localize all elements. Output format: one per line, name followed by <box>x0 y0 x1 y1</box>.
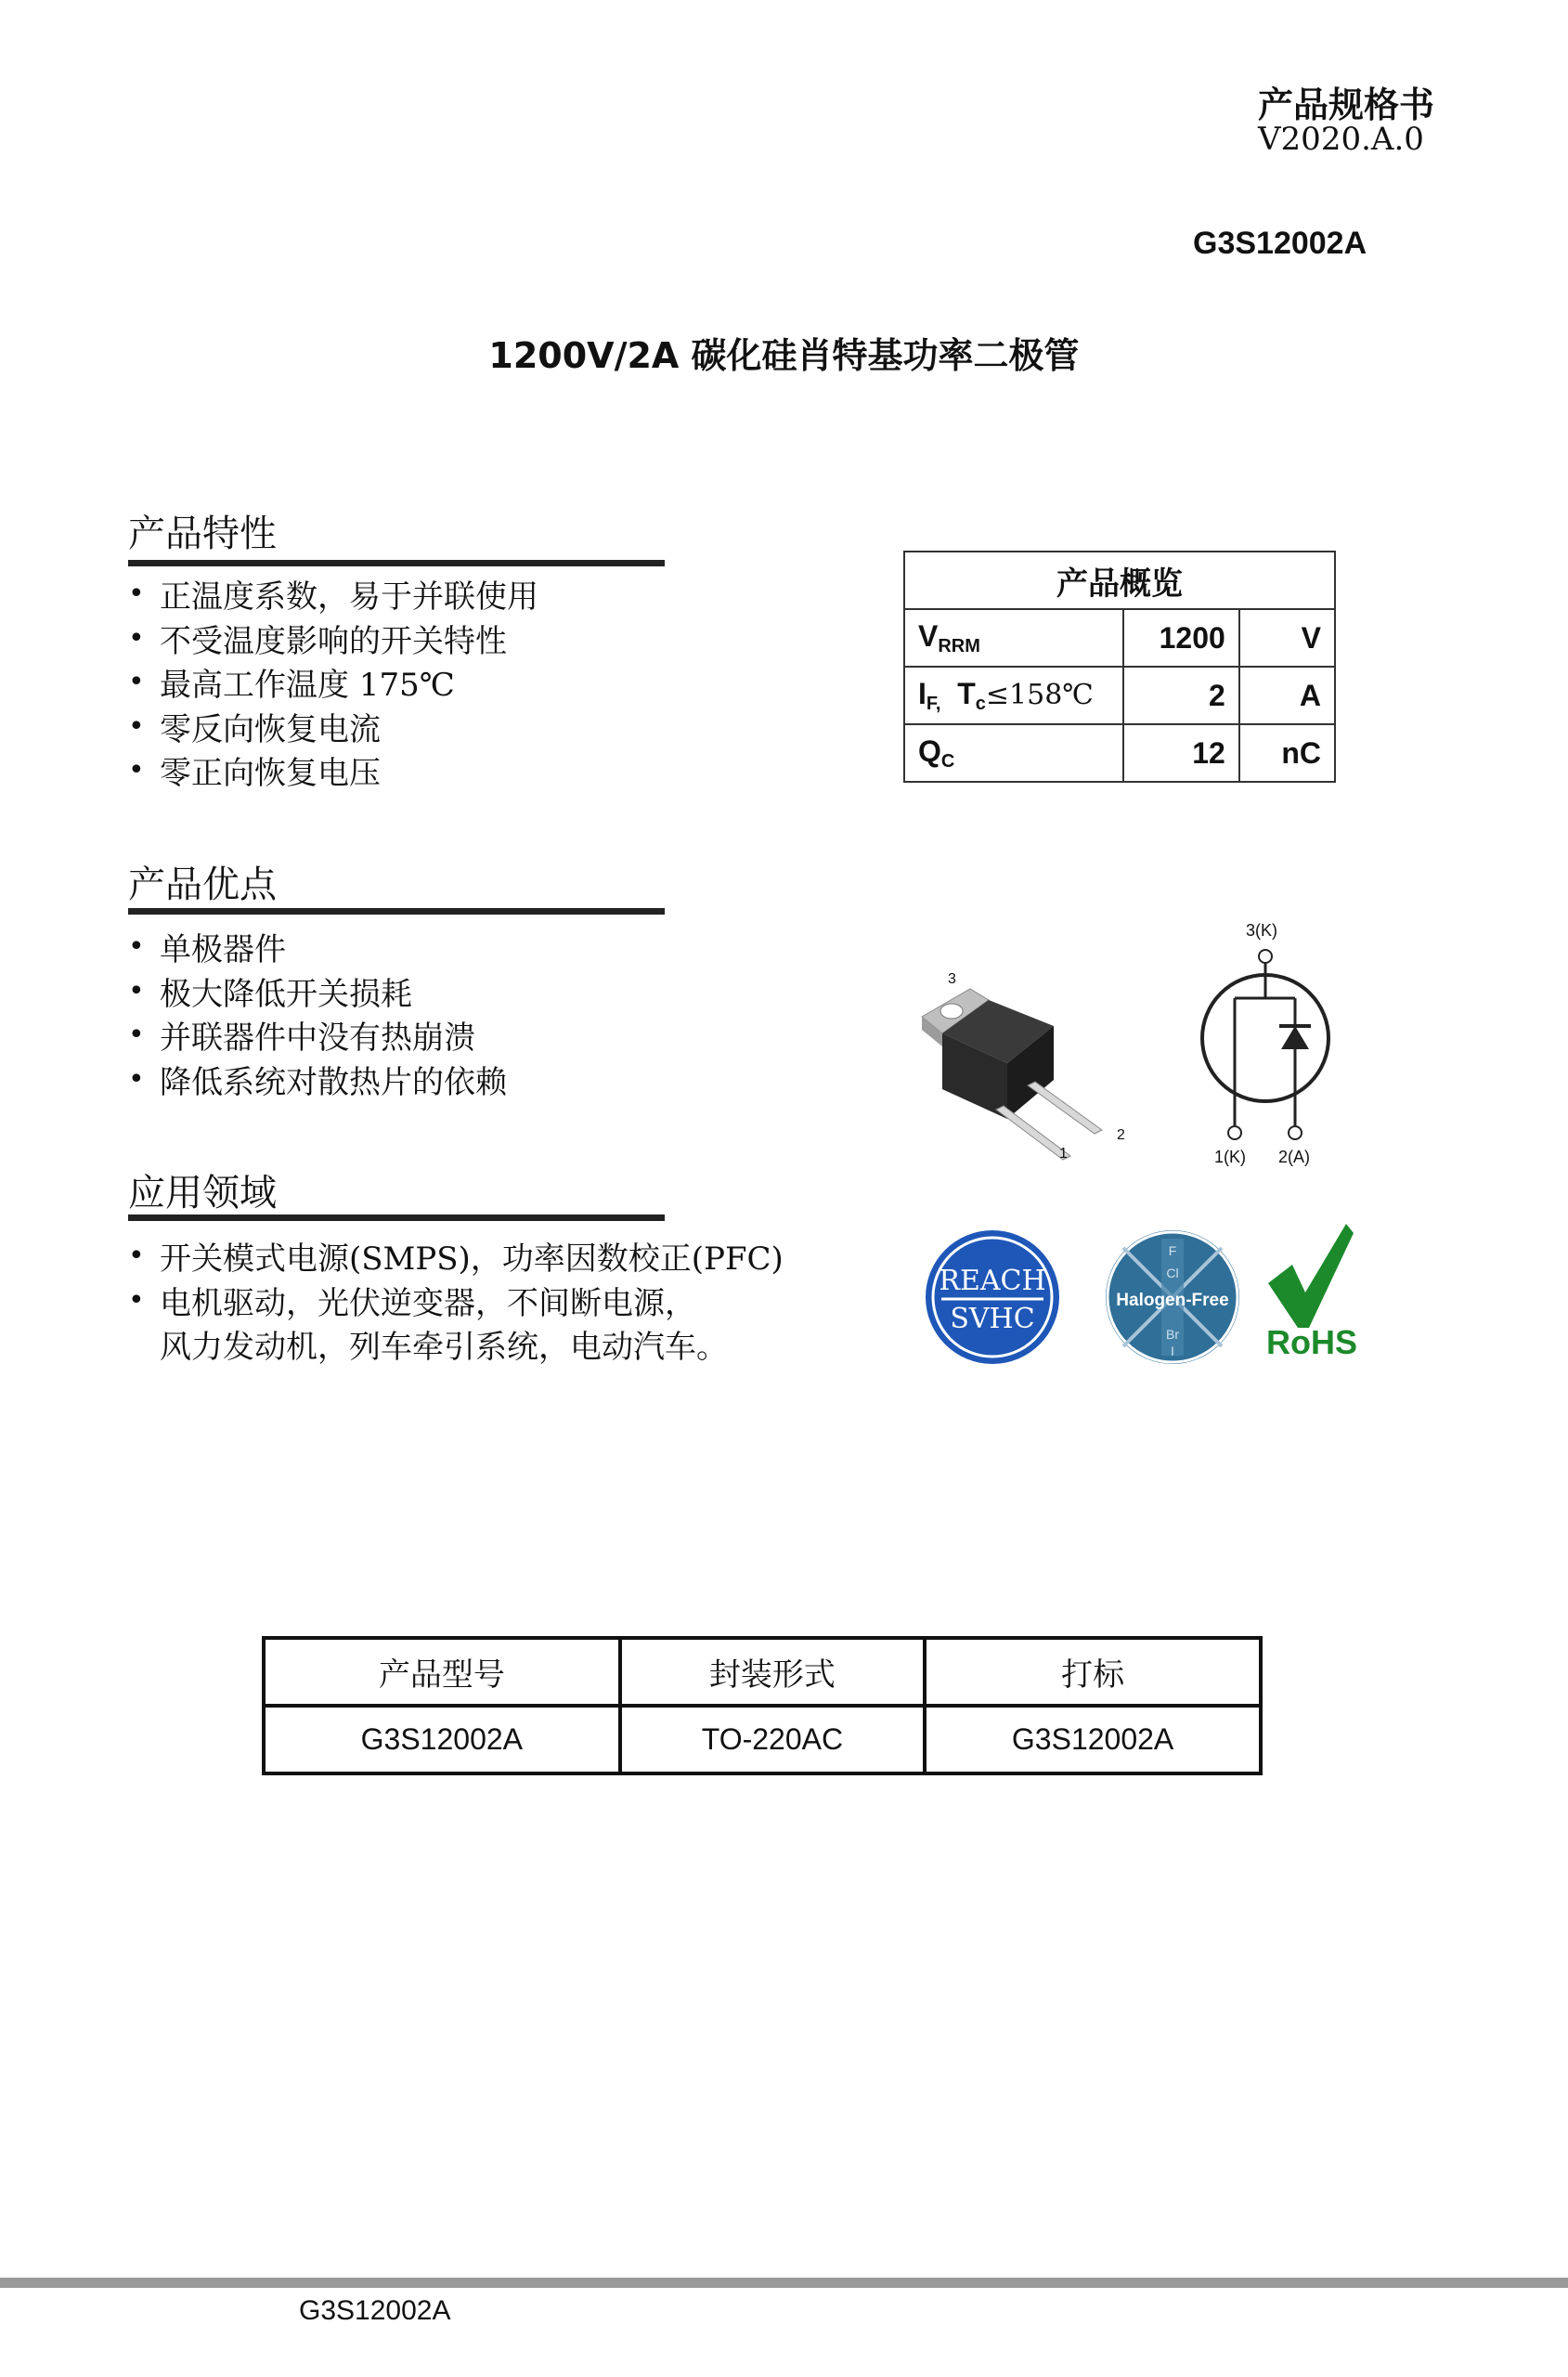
column-header: 产品型号 <box>264 1638 620 1706</box>
schematic-pin-1k-label: 1(K) <box>1214 1148 1247 1166</box>
reach-svhc-icon <box>923 1227 1062 1367</box>
features-divider <box>128 560 665 566</box>
features-heading: 产品特性 <box>128 513 277 555</box>
to220-package-icon <box>914 970 1142 1170</box>
list-item: • 零正向恢复电压 <box>128 754 381 793</box>
advantages-heading: 产品优点 <box>128 864 277 906</box>
rohs-badge <box>1261 1218 1363 1361</box>
table-row <box>904 667 1335 724</box>
list-item: • 不受温度影响的开关特性 <box>128 621 507 660</box>
diode-schematic <box>1188 919 1346 1170</box>
table-header-row <box>264 1638 1261 1706</box>
schematic-pin-3k-label: 3(K) <box>1246 921 1278 940</box>
schottky-diode-symbol-icon <box>1188 919 1346 1170</box>
value-cell: 12 <box>1123 724 1238 782</box>
table-row <box>264 1706 1261 1773</box>
list-item: • 极大降低开关损耗 <box>128 974 412 1013</box>
package-pin-1-label: 1 <box>1059 1146 1068 1162</box>
value-cell: 1200 <box>1123 609 1238 667</box>
table-row <box>904 724 1335 782</box>
unit-cell: nC <box>1239 724 1335 782</box>
table-row <box>904 609 1335 667</box>
part-number: G3S12002A <box>1193 226 1367 261</box>
footer-divider <box>0 2278 1568 2288</box>
schematic-pin-2a-label: 2(A) <box>1278 1148 1311 1166</box>
list-item: • 并联器件中没有热崩溃 <box>128 1019 475 1058</box>
rohs-check-icon <box>1261 1218 1363 1357</box>
list-item: • 零反向恢复电流 <box>128 709 381 748</box>
param-cell: $Q_C$ <box>904 724 1123 782</box>
column-header: 封装形式 <box>620 1638 926 1706</box>
halogen-element-br: Br <box>1166 1327 1179 1342</box>
param-cell: $I_{F,}$ $T_c\le 158℃$ <box>904 667 1123 724</box>
unit-cell: A <box>1239 667 1335 724</box>
advantages-divider <box>128 908 665 915</box>
advantages-list <box>128 925 507 1101</box>
ordering-table <box>262 1636 1263 1775</box>
list-item: • 正温度系数，易于并联使用 <box>128 578 538 617</box>
table-cell: G3S12002A <box>925 1706 1261 1773</box>
list-item: • 开关模式电源(SMPS)，功率因数校正(PFC) <box>128 1240 784 1279</box>
halogen-free-text: Halogen-Free <box>1116 1291 1229 1310</box>
applications-heading: 应用领域 <box>128 1172 277 1214</box>
rohs-text: RoHS <box>1266 1323 1357 1357</box>
halogen-element-i: I <box>1171 1344 1174 1358</box>
list-item: • 单极器件 <box>128 930 286 969</box>
unit-cell: V <box>1239 609 1335 667</box>
halogen-element-cl: Cl <box>1166 1266 1179 1280</box>
applications-list <box>128 1234 784 1367</box>
list-item: • 电机驱动，光伏逆变器，不间断电源， <box>128 1283 696 1322</box>
column-header: 打标 <box>925 1638 1261 1706</box>
svhc-text: SVHC <box>950 1303 1035 1335</box>
applications-divider <box>128 1214 665 1221</box>
doc-type-label: 产品规格书 <box>1258 84 1435 125</box>
features-list <box>128 572 538 793</box>
halogen-free-icon <box>1103 1227 1242 1367</box>
reach-text: REACH <box>939 1265 1046 1297</box>
list-item: • 降低系统对散热片的依赖 <box>128 1062 507 1101</box>
param-cell: $V_{RRM}$ <box>904 609 1123 667</box>
halogen-free-badge <box>1103 1227 1242 1370</box>
value-cell: 2 <box>1123 667 1238 724</box>
footer-part-number: G3S12002A <box>299 2295 451 2326</box>
reach-svhc-badge <box>923 1227 1062 1370</box>
doc-version: V2020.A.0 <box>1258 121 1424 158</box>
halogen-element-f: F <box>1168 1243 1177 1258</box>
package-pin-3-label: 3 <box>948 971 956 987</box>
list-item: 风力发动机，列车牵引系统，电动汽车。 <box>160 1329 728 1367</box>
package-illustration <box>914 970 1142 1170</box>
page-title: 1200V/2A 碳化硅肖特基功率二极管 <box>488 335 1080 376</box>
table-cell: G3S12002A <box>264 1706 620 1773</box>
package-pin-2-label: 2 <box>1117 1127 1125 1143</box>
list-item: • 最高工作温度 175℃ <box>128 666 455 705</box>
overview-table <box>903 551 1336 783</box>
overview-title: 产品概览 <box>904 552 1335 609</box>
table-cell: TO-220AC <box>620 1706 926 1773</box>
